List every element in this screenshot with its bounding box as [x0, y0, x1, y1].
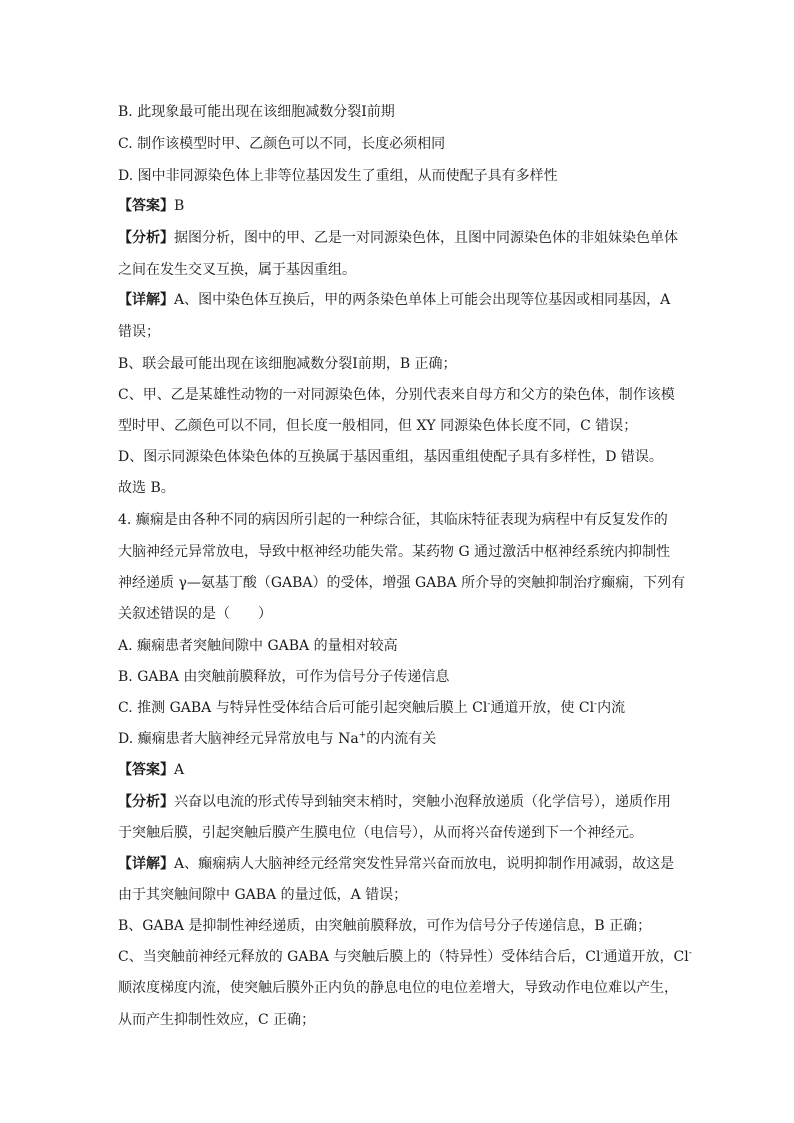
q3-analysis-line-1 — [118, 228, 688, 248]
superscript-minus: - — [688, 948, 692, 959]
q3-detail-line-3: B、联会最可能出现在该细胞减数分裂Ⅰ前期，B 正确； — [118, 356, 457, 372]
answer-tag: 【答案】 — [118, 762, 174, 778]
q4-stem-line-4: 关叙述错误的是（ ） — [118, 606, 272, 622]
option-c-text-2: 通道开放，使 Cl — [490, 700, 595, 716]
superscript-minus: - — [487, 699, 491, 710]
detail-tag: 【详解】 — [118, 292, 174, 308]
q4-stem-line-3: 神经递质 γ—氨基丁酸（GABA）的受体，增强 GABA 所介导的突触抑制治疗癫痫，下列有 — [118, 575, 686, 591]
q4-answer — [118, 760, 688, 780]
q4-detail-line-4 — [118, 947, 692, 967]
superscript-plus: + — [358, 730, 367, 741]
q3-option-b: B. 此现象最可能出现在该细胞减数分裂Ⅰ前期 — [118, 104, 395, 120]
q3-option-d: D. 图中非同源染色体上非等位基因发生了重组，从而使配子具有多样性 — [118, 168, 558, 184]
q4-stem-line-1: 4. 癫痫是由各种不同的病因所引起的一种综合征，其临床特征表现为病程中有反复发作的 — [118, 512, 668, 528]
q4-option-a: A. 癫痫患者突触间隙中 GABA 的量相对较高 — [118, 638, 398, 654]
q4-detail-line-2: 由于其突触间隙中 GABA 的量过低，A 错误； — [118, 887, 408, 903]
q4-analysis-line-1 — [118, 792, 688, 812]
analysis-tag: 【分析】 — [118, 230, 174, 246]
superscript-minus: - — [594, 699, 598, 710]
q3-answer — [118, 196, 688, 216]
detail-text: A、图中染色体互换后，甲的两条染色单体上可能会出现等位基因或相同基因，A — [174, 292, 671, 308]
q3-detail-line-2: 错误； — [118, 324, 160, 340]
analysis-text: 兴奋以电流的形式传导到轴突末梢时，突触小泡释放递质（化学信号），递质作用 — [174, 794, 671, 810]
q3-detail-line-1 — [118, 290, 688, 310]
q3-detail-line-6: D、图示同源染色体染色体的互换属于基因重组，基因重组使配子具有多样性，D 错误。 — [118, 449, 663, 465]
q4-detail-line-3: B、GABA 是抑制性神经递质，由突触前膜释放，可作为信号分子传递信息，B 正确； — [118, 918, 652, 934]
answer-value: B — [174, 198, 185, 214]
q3-analysis-line-2: 之间在发生交叉互换，属于基因重组。 — [118, 262, 356, 278]
q4-detail-line-6: 从而产生抑制性效应，C 正确； — [118, 1012, 316, 1028]
answer-tag: 【答案】 — [118, 198, 174, 214]
q3-detail-line-5: 型时甲、乙颜色可以不同，但长度一般相同，但 XY 同源染色体长度不同，C 错误； — [118, 418, 638, 434]
answer-value: A — [174, 762, 185, 778]
detail-text-1: C、当突触前神经元释放的 GABA 与突触后膜上的（特异性）受体结合后，Cl — [118, 949, 601, 965]
q4-option-b: B. GABA 由突触前膜释放，可作为信号分子传递信息 — [118, 669, 450, 685]
detail-tag: 【详解】 — [118, 856, 174, 872]
q4-stem-line-2: 大脑神经元异常放电，导致中枢神经功能失常。某药物 G 通过激活中枢神经系统内抑制性 — [118, 544, 671, 560]
analysis-text: 据图分析，图中的甲、乙是一对同源染色体，且图中同源染色体的非姐妹染色单体 — [174, 230, 678, 246]
q4-detail-line-1 — [118, 854, 688, 874]
option-d-text-1: D. 癫痫患者大脑神经元异常放电与 Na — [118, 731, 359, 747]
q4-option-d — [118, 729, 688, 749]
option-d-text-2: 的内流有关 — [366, 731, 437, 747]
detail-text-2: 通道开放，Cl — [603, 949, 689, 965]
q4-option-c — [118, 698, 688, 718]
superscript-minus: - — [600, 948, 604, 959]
analysis-tag: 【分析】 — [118, 794, 174, 810]
q3-option-c: C. 制作该模型时甲、乙颜色可以不同，长度必须相同 — [118, 136, 446, 152]
q3-detail-line-7: 故选 B。 — [118, 480, 175, 496]
q4-analysis-line-2: 于突触后膜，引起突触后膜产生膜电位（电信号），从而将兴奋传递到下一个神经元。 — [118, 825, 643, 841]
option-c-text-3: 内流 — [597, 700, 626, 716]
q3-detail-line-4: C、甲、乙是某雄性动物的一对同源染色体，分别代表来自母方和父方的染色体，制作该模 — [118, 387, 675, 403]
option-c-text-1: C. 推测 GABA 与特异性受体结合后可能引起突触后膜上 Cl — [118, 700, 488, 716]
q4-detail-line-5: 顺浓度梯度内流，使突触后膜外正内负的静息电位的电位差增大，导致动作电位难以产生， — [118, 980, 678, 996]
detail-text: A、癫痫病人大脑神经元经常突发性异常兴奋而放电，说明抑制作用减弱，故这是 — [174, 856, 675, 872]
